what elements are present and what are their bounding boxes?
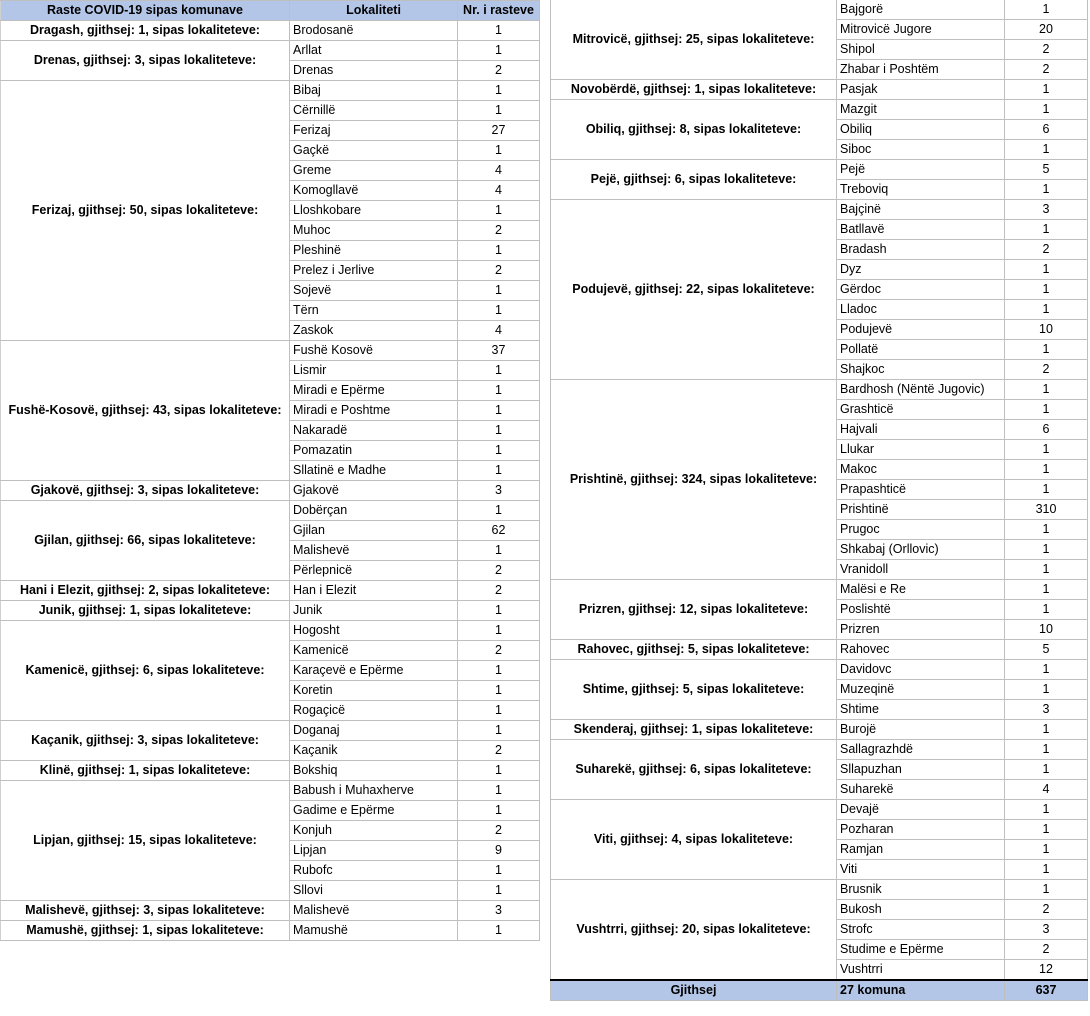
case-count-cell: 1 — [458, 921, 540, 941]
case-count-cell: 37 — [458, 341, 540, 361]
municipality-cell: Hani i Elezit, gjithsej: 2, sipas lokaliteteve: — [1, 581, 290, 601]
locality-cell: Shipol — [837, 40, 1005, 60]
locality-cell: Prugoc — [837, 520, 1005, 540]
locality-cell: Lismir — [290, 361, 458, 381]
locality-cell: Rogaçicë — [290, 701, 458, 721]
case-count-cell: 1 — [458, 441, 540, 461]
municipality-cell: Klinë, gjithsej: 1, sipas lokaliteteve: — [1, 761, 290, 781]
locality-cell: Bibaj — [290, 81, 458, 101]
table-row — [1, 761, 540, 781]
case-count-cell: 1 — [1005, 820, 1088, 840]
case-count-cell: 2 — [1005, 40, 1088, 60]
municipality-cell: Fushë-Kosovë, gjithsej: 43, sipas lokaliteteve: — [1, 341, 290, 481]
case-count-cell: 3 — [1005, 920, 1088, 940]
case-count-cell: 1 — [458, 301, 540, 321]
case-count-cell: 4 — [458, 161, 540, 181]
locality-cell: Nakaradë — [290, 421, 458, 441]
locality-cell: Muhoc — [290, 221, 458, 241]
locality-cell: Kamenicë — [290, 641, 458, 661]
municipality-cell: Ferizaj, gjithsej: 50, sipas lokaliteteve: — [1, 81, 290, 341]
locality-cell: Bajçinë — [837, 200, 1005, 220]
table-row — [1, 901, 540, 921]
case-count-cell: 1 — [458, 501, 540, 521]
case-count-cell: 1 — [1005, 600, 1088, 620]
total-municipalities: 27 komuna — [837, 980, 1005, 1001]
case-count-cell: 2 — [458, 581, 540, 601]
table-row — [551, 80, 1088, 100]
locality-cell: Pasjak — [837, 80, 1005, 100]
table-row — [1, 481, 540, 501]
locality-cell: Dyz — [837, 260, 1005, 280]
total-count: 637 — [1005, 980, 1088, 1001]
header-count: Nr. i rasteve — [458, 1, 540, 21]
locality-cell: Bajgorë — [837, 0, 1005, 20]
table-row — [551, 580, 1088, 600]
case-count-cell: 3 — [458, 481, 540, 501]
locality-cell: Doganaj — [290, 721, 458, 741]
case-count-cell: 2 — [1005, 360, 1088, 380]
locality-cell: Shkabaj (Orllovic) — [837, 540, 1005, 560]
table-row — [551, 800, 1088, 820]
case-count-cell: 10 — [1005, 320, 1088, 340]
case-count-cell: 4 — [458, 181, 540, 201]
case-count-cell: 1 — [1005, 460, 1088, 480]
locality-cell: Siboc — [837, 140, 1005, 160]
locality-cell: Malishevë — [290, 901, 458, 921]
case-count-cell: 1 — [458, 461, 540, 481]
municipality-cell: Drenas, gjithsej: 3, sipas lokaliteteve: — [1, 41, 290, 81]
case-count-cell: 1 — [458, 801, 540, 821]
municipality-cell: Mitrovicë, gjithsej: 25, sipas lokaliteteve: — [551, 0, 837, 80]
locality-cell: Hogosht — [290, 621, 458, 641]
locality-cell: Zaskok — [290, 321, 458, 341]
case-count-cell: 2 — [1005, 900, 1088, 920]
table-row — [551, 740, 1088, 760]
locality-cell: Grashticë — [837, 400, 1005, 420]
locality-cell: Suharekë — [837, 780, 1005, 800]
case-count-cell: 2 — [458, 741, 540, 761]
case-count-cell: 5 — [1005, 160, 1088, 180]
case-count-cell: 1 — [1005, 740, 1088, 760]
locality-cell: Koretin — [290, 681, 458, 701]
total-label: Gjithsej — [551, 980, 837, 1001]
case-count-cell: 1 — [1005, 580, 1088, 600]
locality-cell: Mazgit — [837, 100, 1005, 120]
case-count-cell: 1 — [458, 421, 540, 441]
locality-cell: Dobërçan — [290, 501, 458, 521]
table-row — [551, 160, 1088, 180]
locality-cell: Konjuh — [290, 821, 458, 841]
case-count-cell: 1 — [1005, 220, 1088, 240]
table-row — [551, 640, 1088, 660]
case-count-cell: 1 — [1005, 340, 1088, 360]
locality-cell: Pollatë — [837, 340, 1005, 360]
locality-cell: Kaçanik — [290, 741, 458, 761]
case-count-cell: 3 — [1005, 700, 1088, 720]
case-count-cell: 2 — [458, 641, 540, 661]
locality-cell: Burojë — [837, 720, 1005, 740]
locality-cell: Pleshinë — [290, 241, 458, 261]
locality-cell: Pozharan — [837, 820, 1005, 840]
locality-cell: Obiliq — [837, 120, 1005, 140]
locality-cell: Karaçevë e Epërme — [290, 661, 458, 681]
case-count-cell: 10 — [1005, 620, 1088, 640]
table-row — [551, 100, 1088, 120]
case-count-cell: 1 — [458, 41, 540, 61]
locality-cell: Lladoc — [837, 300, 1005, 320]
case-count-cell: 1 — [458, 621, 540, 641]
case-count-cell: 1 — [1005, 480, 1088, 500]
case-count-cell: 2 — [1005, 60, 1088, 80]
header-locality: Lokaliteti — [290, 1, 458, 21]
locality-cell: Komogllavë — [290, 181, 458, 201]
case-count-cell: 2 — [458, 61, 540, 81]
header-row — [1, 1, 540, 21]
case-count-cell: 1 — [458, 401, 540, 421]
locality-cell: Sllovi — [290, 881, 458, 901]
case-count-cell: 1 — [1005, 80, 1088, 100]
locality-cell: Mitrovicë Jugore — [837, 20, 1005, 40]
table-row — [1, 341, 540, 361]
case-count-cell: 5 — [1005, 640, 1088, 660]
case-count-cell: 20 — [1005, 20, 1088, 40]
locality-cell: Bradash — [837, 240, 1005, 260]
case-count-cell: 1 — [458, 201, 540, 221]
locality-cell: Mamushë — [290, 921, 458, 941]
municipality-cell: Kaçanik, gjithsej: 3, sipas lokaliteteve: — [1, 721, 290, 761]
case-count-cell: 1 — [1005, 260, 1088, 280]
case-count-cell: 1 — [458, 881, 540, 901]
case-count-cell: 1 — [458, 781, 540, 801]
locality-cell: Brodosanë — [290, 21, 458, 41]
locality-cell: Bardhosh (Nëntë Jugovic) — [837, 380, 1005, 400]
locality-cell: Shajkoc — [837, 360, 1005, 380]
case-count-cell: 1 — [1005, 840, 1088, 860]
locality-cell: Gërdoc — [837, 280, 1005, 300]
case-count-cell: 1 — [1005, 720, 1088, 740]
municipality-cell: Obiliq, gjithsej: 8, sipas lokaliteteve: — [551, 100, 837, 160]
case-count-cell: 1 — [1005, 800, 1088, 820]
case-count-cell: 6 — [1005, 120, 1088, 140]
case-count-cell: 1 — [458, 541, 540, 561]
locality-cell: Arllat — [290, 41, 458, 61]
table-row — [551, 380, 1088, 400]
locality-cell: Hajvali — [837, 420, 1005, 440]
locality-cell: Shtime — [837, 700, 1005, 720]
case-count-cell: 2 — [458, 561, 540, 581]
locality-cell: Treboviq — [837, 180, 1005, 200]
municipality-cell: Podujevë, gjithsej: 22, sipas lokaliteteve: — [551, 200, 837, 380]
case-count-cell: 12 — [1005, 960, 1088, 981]
municipality-cell: Viti, gjithsej: 4, sipas lokaliteteve: — [551, 800, 837, 880]
locality-cell: Cërnillë — [290, 101, 458, 121]
case-count-cell: 1 — [458, 721, 540, 741]
municipality-cell: Prizren, gjithsej: 12, sipas lokaliteteve: — [551, 580, 837, 640]
locality-cell: Podujevë — [837, 320, 1005, 340]
case-count-cell: 2 — [1005, 240, 1088, 260]
case-count-cell: 6 — [1005, 420, 1088, 440]
table-row — [1, 21, 540, 41]
locality-cell: Babush i Muhaxherve — [290, 781, 458, 801]
case-count-cell: 4 — [1005, 780, 1088, 800]
locality-cell: Vushtrri — [837, 960, 1005, 981]
case-count-cell: 1 — [1005, 380, 1088, 400]
header-municipality: Raste COVID-19 sipas komunave — [1, 1, 290, 21]
locality-cell: Sllapuzhan — [837, 760, 1005, 780]
locality-cell: Vranidoll — [837, 560, 1005, 580]
case-count-cell: 1 — [1005, 100, 1088, 120]
locality-cell: Pomazatin — [290, 441, 458, 461]
locality-cell: Fushë Kosovë — [290, 341, 458, 361]
municipality-cell: Suharekë, gjithsej: 6, sipas lokaliteteve: — [551, 740, 837, 800]
table-row — [551, 0, 1088, 20]
locality-cell: Davidovc — [837, 660, 1005, 680]
locality-cell: Devajë — [837, 800, 1005, 820]
locality-cell: Rubofc — [290, 861, 458, 881]
locality-cell: Bokshiq — [290, 761, 458, 781]
total-row — [551, 980, 1088, 1001]
locality-cell: Prelez i Jerlive — [290, 261, 458, 281]
table-row — [551, 720, 1088, 740]
municipality-cell: Mamushë, gjithsej: 1, sipas lokaliteteve: — [1, 921, 290, 941]
municipality-cell: Lipjan, gjithsej: 15, sipas lokaliteteve: — [1, 781, 290, 901]
municipality-cell: Junik, gjithsej: 1, sipas lokaliteteve: — [1, 601, 290, 621]
case-count-cell: 1 — [458, 241, 540, 261]
table-row — [1, 921, 540, 941]
table-row — [551, 880, 1088, 900]
case-count-cell: 1 — [458, 601, 540, 621]
municipality-cell: Rahovec, gjithsej: 5, sipas lokaliteteve: — [551, 640, 837, 660]
locality-cell: Rahovec — [837, 640, 1005, 660]
case-count-cell: 1 — [458, 361, 540, 381]
covid-cases-table-left — [0, 0, 540, 941]
locality-cell: Llukar — [837, 440, 1005, 460]
case-count-cell: 1 — [1005, 860, 1088, 880]
case-count-cell: 1 — [458, 701, 540, 721]
case-count-cell: 9 — [458, 841, 540, 861]
locality-cell: Gjakovë — [290, 481, 458, 501]
locality-cell: Prapashticë — [837, 480, 1005, 500]
case-count-cell: 1 — [1005, 760, 1088, 780]
locality-cell: Gjilan — [290, 521, 458, 541]
locality-cell: Prishtinë — [837, 500, 1005, 520]
locality-cell: Tërn — [290, 301, 458, 321]
municipality-cell: Novobërdë, gjithsej: 1, sipas lokaliteteve: — [551, 80, 837, 100]
case-count-cell: 1 — [458, 21, 540, 41]
case-count-cell: 1 — [458, 381, 540, 401]
case-count-cell: 1 — [1005, 300, 1088, 320]
case-count-cell: 1 — [458, 761, 540, 781]
municipality-cell: Skenderaj, gjithsej: 1, sipas lokaliteteve: — [551, 720, 837, 740]
case-count-cell: 1 — [458, 281, 540, 301]
table-row — [1, 581, 540, 601]
locality-cell: Ferizaj — [290, 121, 458, 141]
case-count-cell: 1 — [458, 661, 540, 681]
municipality-cell: Kamenicë, gjithsej: 6, sipas lokaliteteve: — [1, 621, 290, 721]
case-count-cell: 1 — [1005, 140, 1088, 160]
locality-cell: Poslishtë — [837, 600, 1005, 620]
table-row — [1, 41, 540, 61]
locality-cell: Strofc — [837, 920, 1005, 940]
case-count-cell: 1 — [1005, 0, 1088, 20]
locality-cell: Greme — [290, 161, 458, 181]
case-count-cell: 1 — [1005, 540, 1088, 560]
case-count-cell: 1 — [458, 81, 540, 101]
case-count-cell: 1 — [1005, 520, 1088, 540]
case-count-cell: 1 — [458, 101, 540, 121]
case-count-cell: 1 — [1005, 280, 1088, 300]
locality-cell: Lloshkobare — [290, 201, 458, 221]
case-count-cell: 310 — [1005, 500, 1088, 520]
locality-cell: Viti — [837, 860, 1005, 880]
locality-cell: Sllatinë e Madhe — [290, 461, 458, 481]
case-count-cell: 27 — [458, 121, 540, 141]
locality-cell: Lipjan — [290, 841, 458, 861]
municipality-cell: Pejë, gjithsej: 6, sipas lokaliteteve: — [551, 160, 837, 200]
table-row — [551, 200, 1088, 220]
table-row — [551, 660, 1088, 680]
municipality-cell: Gjakovë, gjithsej: 3, sipas lokaliteteve: — [1, 481, 290, 501]
locality-cell: Përlepnicë — [290, 561, 458, 581]
municipality-cell: Shtime, gjithsej: 5, sipas lokaliteteve: — [551, 660, 837, 720]
locality-cell: Brusnik — [837, 880, 1005, 900]
locality-cell: Makoc — [837, 460, 1005, 480]
locality-cell: Han i Elezit — [290, 581, 458, 601]
case-count-cell: 1 — [458, 681, 540, 701]
case-count-cell: 1 — [1005, 400, 1088, 420]
case-count-cell: 62 — [458, 521, 540, 541]
case-count-cell: 1 — [458, 141, 540, 161]
table-row — [1, 621, 540, 641]
table-row — [1, 781, 540, 801]
table-row — [1, 501, 540, 521]
locality-cell: Gadime e Epërme — [290, 801, 458, 821]
locality-cell: Prizren — [837, 620, 1005, 640]
case-count-cell: 3 — [1005, 200, 1088, 220]
locality-cell: Junik — [290, 601, 458, 621]
case-count-cell: 2 — [458, 221, 540, 241]
locality-cell: Muzeqinë — [837, 680, 1005, 700]
case-count-cell: 1 — [1005, 680, 1088, 700]
locality-cell: Bukosh — [837, 900, 1005, 920]
table-row — [1, 601, 540, 621]
locality-cell: Zhabar i Poshtëm — [837, 60, 1005, 80]
case-count-cell: 1 — [1005, 180, 1088, 200]
case-count-cell: 1 — [1005, 880, 1088, 900]
case-count-cell: 1 — [1005, 660, 1088, 680]
locality-cell: Miradi e Poshtme — [290, 401, 458, 421]
case-count-cell: 2 — [1005, 940, 1088, 960]
municipality-cell: Malishevë, gjithsej: 3, sipas lokaliteteve: — [1, 901, 290, 921]
locality-cell: Ramjan — [837, 840, 1005, 860]
municipality-cell: Gjilan, gjithsej: 66, sipas lokaliteteve: — [1, 501, 290, 581]
locality-cell: Sallagrazhdë — [837, 740, 1005, 760]
locality-cell: Studime e Epërme — [837, 940, 1005, 960]
case-count-cell: 2 — [458, 261, 540, 281]
case-count-cell: 1 — [458, 861, 540, 881]
locality-cell: Pejë — [837, 160, 1005, 180]
case-count-cell: 1 — [1005, 560, 1088, 580]
locality-cell: Miradi e Epërme — [290, 381, 458, 401]
municipality-cell: Vushtrri, gjithsej: 20, sipas lokaliteteve: — [551, 880, 837, 981]
case-count-cell: 1 — [1005, 440, 1088, 460]
case-count-cell: 4 — [458, 321, 540, 341]
locality-cell: Malësi e Re — [837, 580, 1005, 600]
locality-cell: Malishevë — [290, 541, 458, 561]
locality-cell: Sojevë — [290, 281, 458, 301]
municipality-cell: Prishtinë, gjithsej: 324, sipas lokaliteteve: — [551, 380, 837, 580]
locality-cell: Drenas — [290, 61, 458, 81]
case-count-cell: 3 — [458, 901, 540, 921]
municipality-cell: Dragash, gjithsej: 1, sipas lokaliteteve: — [1, 21, 290, 41]
covid-cases-table-right — [550, 0, 1088, 1001]
case-count-cell: 2 — [458, 821, 540, 841]
locality-cell: Batllavë — [837, 220, 1005, 240]
table-row — [1, 721, 540, 741]
table-row — [1, 81, 540, 101]
locality-cell: Gaçkë — [290, 141, 458, 161]
